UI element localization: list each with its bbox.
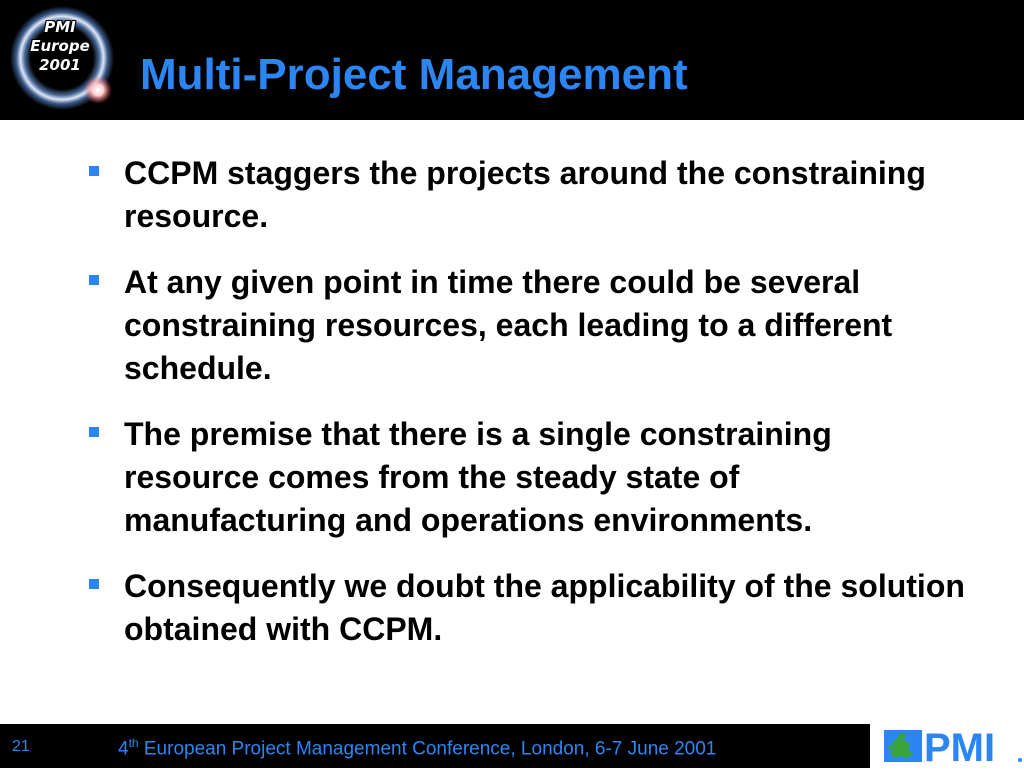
conference-ordinal: 4 [118, 738, 129, 760]
bullet-item [86, 152, 966, 238]
square-bullet-icon [89, 275, 99, 285]
pmi-logo-text: PMI [924, 726, 996, 768]
pmi-uk-map-icon [880, 724, 1024, 768]
slide-footer [0, 724, 870, 768]
square-bullet-icon [89, 166, 99, 176]
conference-ordinal-suffix: th [128, 736, 139, 750]
pmi-europe-logo [10, 4, 122, 116]
logo-line-1: PMI [44, 18, 76, 36]
logo-line-2: Europe [30, 37, 90, 55]
conference-name: European Project Management Conference, London, 6-7 June 2001 [138, 738, 717, 760]
bullet-text: At any given point in time there could be several constraining resources, each leading to a different schedule. [124, 264, 893, 386]
bullet-item [86, 413, 966, 542]
bullet-text: CCPM staggers the projects around the constraining resource. [124, 155, 926, 234]
slide-title: Multi-Project Management [140, 50, 688, 99]
bullet-item [86, 565, 966, 651]
slide-header [0, 0, 1024, 120]
square-bullet-icon [89, 427, 99, 437]
bullet-item [86, 261, 966, 390]
slide-number: 21 [12, 738, 30, 755]
logo-text [10, 18, 110, 75]
bullet-list [86, 152, 966, 674]
pmi-logo [880, 724, 1024, 768]
bullet-text: The premise that there is a single constraining resource comes from the steady state of manufacturing and operations environments. [124, 416, 832, 538]
bullet-text: Consequently we doubt the applicability of the solution obtained with CCPM. [124, 568, 965, 647]
square-bullet-icon [89, 579, 99, 589]
logo-line-3: 2001 [39, 56, 81, 74]
conference-info [118, 736, 716, 760]
